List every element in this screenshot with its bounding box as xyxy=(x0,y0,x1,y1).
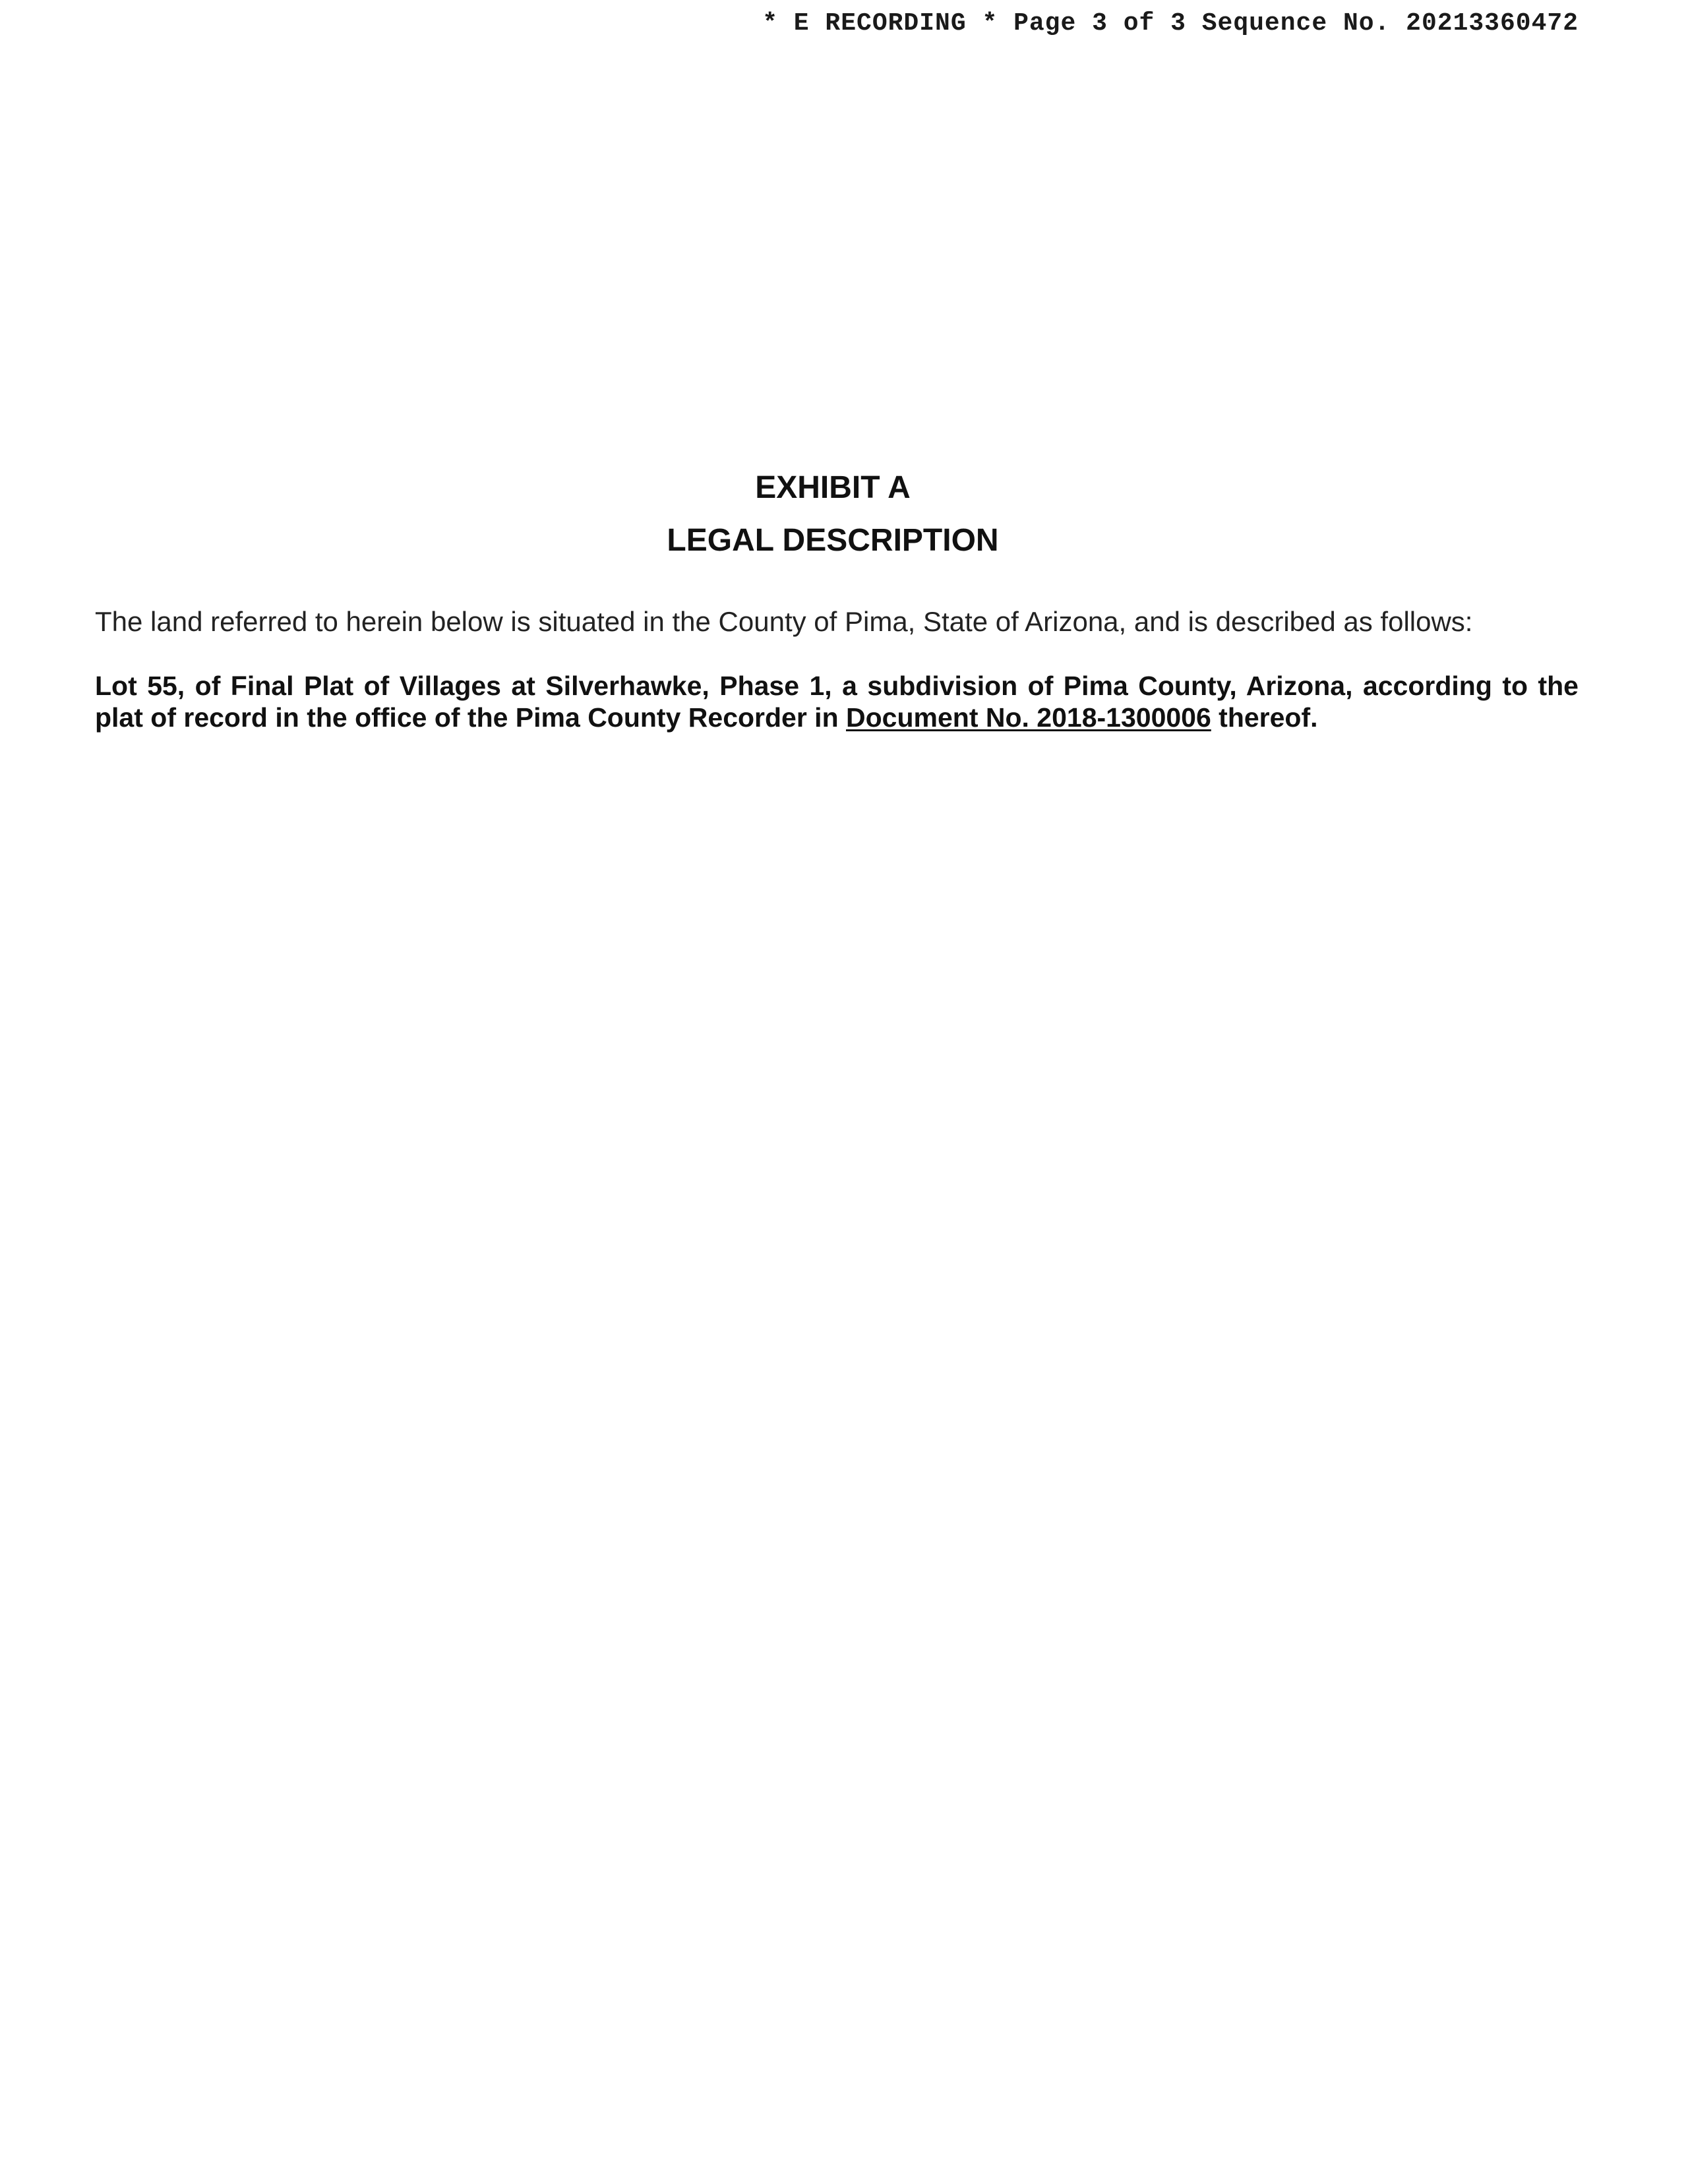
legal-description-ending: thereof. xyxy=(1211,702,1318,733)
recording-header: * E RECORDING * Page 3 of 3 Sequence No. 20213360472 xyxy=(762,9,1579,38)
exhibit-subtitle: LEGAL DESCRIPTION xyxy=(667,523,999,558)
exhibit-heading xyxy=(0,462,1666,567)
exhibit-title: EXHIBIT A xyxy=(755,470,911,505)
legal-description-text: Lot 55, of Final Plat of Villages at Silverhawke, Phase 1, a subdivision of Pima County, Arizona, according to the plat of record in the office of the Pima County Recorder in xyxy=(95,671,1579,733)
document-reference: Document No. 2018-1300006 xyxy=(846,702,1211,733)
intro-paragraph: The land referred to herein below is situated in the County of Pima, State of Arizona, and is described as follows: xyxy=(95,606,1473,637)
legal-description-paragraph xyxy=(95,670,1579,733)
